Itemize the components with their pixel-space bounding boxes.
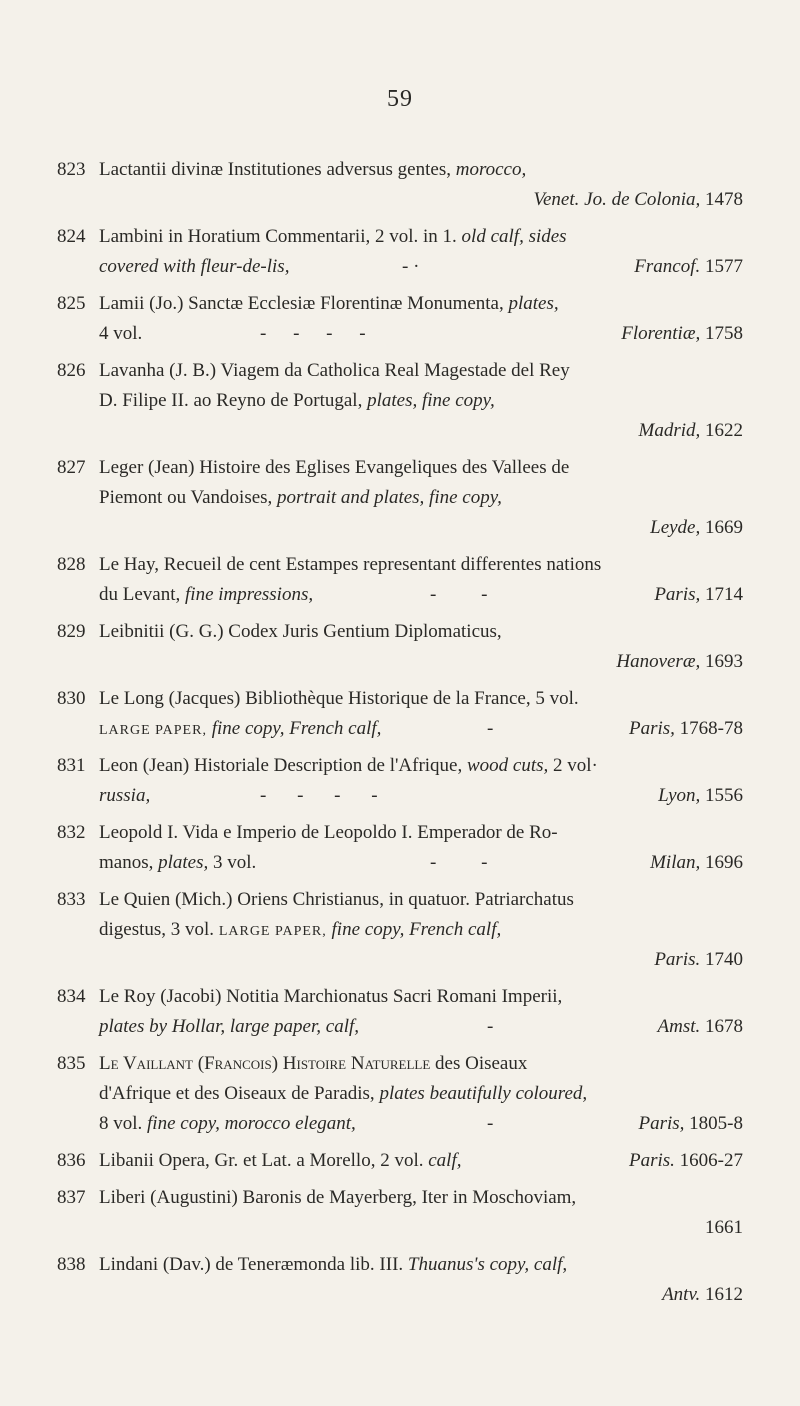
entry-description: fine copy, French calf,: [326, 919, 502, 940]
entry-number: 832: [57, 822, 86, 843]
entry-title: Le Roy (Jacobi) Notitia Marchionatus Sacri Romani Imperii,: [99, 986, 563, 1007]
entry-827: [0, 453, 800, 543]
entry-place: Paris,: [638, 1113, 685, 1134]
entry-year: 1758: [705, 323, 743, 344]
entry-dashes: - - - -: [260, 323, 366, 344]
entry-title-cont: d'Afrique et des Oiseaux de Paradis,: [99, 1083, 380, 1104]
entry-volumes: 8 vol.: [99, 1113, 148, 1134]
entry-place: Florentiæ,: [621, 323, 701, 344]
entry-number: 834: [57, 986, 86, 1007]
entry-title: Leon (Jean) Historiale Description de l'Afrique,: [99, 755, 467, 776]
entry-place: Paris,: [628, 718, 675, 739]
entry-dashes: - -: [430, 852, 488, 873]
entry-number: 831: [57, 755, 86, 776]
entry-837: [0, 1183, 800, 1243]
entry-place: Lyon,: [658, 785, 701, 806]
entry-title: Lactantii divinæ Institutiones adversus gentes,: [99, 159, 456, 180]
entry-volumes: 3 vol.: [208, 852, 257, 873]
entry-824: [0, 222, 800, 282]
entry-number: 827: [57, 457, 86, 478]
entry-number: 835: [57, 1053, 86, 1074]
entry-number: 836: [57, 1150, 86, 1171]
entry-year: 1768-78: [679, 718, 743, 739]
entry-title: Lindani (Dav.) de Teneræmonda lib. III.: [99, 1254, 408, 1275]
entry-title: Le Long (Jacques) Bibliothèque Historique de la France, 5 vol.: [99, 688, 579, 709]
entry-description: covered with fleur-de-lis,: [99, 256, 290, 277]
entry-illustrations: wood cuts,: [467, 755, 549, 776]
entry-831: [0, 751, 800, 811]
entry-dashes: - - - -: [260, 785, 378, 806]
entry-title: Libanii Opera, Gr. et Lat. a Morello, 2 vol.: [99, 1150, 429, 1171]
entry-826: [0, 356, 800, 446]
entry-834: [0, 982, 800, 1042]
entry-title: Leger (Jean) Histoire des Eglises Evangeliques des Vallees de: [99, 457, 570, 478]
entry-836: [0, 1146, 800, 1176]
entry-imprint: Madrid,: [638, 420, 701, 441]
entry-835: [0, 1049, 800, 1139]
entry-year: 1478: [700, 189, 743, 210]
entry-title-cont: Piemont ou Vandoises,: [99, 487, 278, 508]
entry-title-cont: manos,: [99, 852, 159, 873]
entry-description: plates,: [158, 852, 209, 873]
entry-dashes: -: [487, 1016, 494, 1037]
entry-title: Le Hay, Recueil de cent Estampes representant differentes nations: [99, 554, 602, 575]
page-number: 59: [387, 86, 413, 112]
entry-number: 824: [57, 226, 86, 247]
entry-title: Lavanha (J. B.) Viagem da Catholica Real Magestade del Rey: [99, 360, 570, 381]
entry-year: 1669: [700, 517, 743, 538]
entry-year: 1740: [700, 949, 743, 970]
entry-year: 1661: [705, 1217, 743, 1238]
entry-binding: plates,: [508, 293, 559, 314]
entry-title: Lamii (Jo.) Sanctæ Ecclesiæ Florentinæ Monumenta,: [99, 293, 509, 314]
entry-place: Paris,: [654, 584, 701, 605]
entry-838: [0, 1250, 800, 1310]
entry-binding: calf,: [428, 1150, 462, 1171]
entry-imprint: Antv.: [662, 1284, 701, 1305]
entry-number: 838: [57, 1254, 86, 1275]
entry-829: [0, 617, 800, 677]
entry-imprint: Leyde,: [650, 517, 701, 538]
entry-number: 828: [57, 554, 86, 575]
entry-year: 1805-8: [689, 1113, 743, 1134]
entry-place: Francof.: [634, 256, 701, 277]
entry-number: 825: [57, 293, 86, 314]
entry-paper: LARGE PAPER,: [218, 924, 327, 939]
entry-place: Amst.: [657, 1016, 701, 1037]
entry-binding: russia,: [99, 785, 151, 806]
entry-dashes: -: [487, 1113, 494, 1134]
entry-title: Leibnitii (G. G.) Codex Juris Gentium Diplomaticus,: [99, 621, 502, 642]
entry-place: Milan,: [650, 852, 701, 873]
entry-title: des Oiseaux: [430, 1053, 528, 1074]
entry-description: portrait and plates, fine copy,: [277, 487, 502, 508]
entry-description: plates, fine copy,: [367, 390, 495, 411]
entry-title-cont: du Levant,: [99, 584, 186, 605]
entry-title: Leopold I. Vida e Imperio de Leopoldo I. Emperador de Ro-: [99, 822, 558, 843]
entry-830: [0, 684, 800, 744]
entry-year: 1678: [705, 1016, 743, 1037]
entry-description: fine copy, French calf,: [206, 718, 382, 739]
entry-year: 1577: [705, 256, 743, 277]
entry-dashes: - -: [430, 584, 488, 605]
entry-volumes: 4 vol.: [99, 323, 143, 344]
entry-number: 837: [57, 1187, 86, 1208]
entry-833: [0, 885, 800, 975]
entry-825: [0, 289, 800, 349]
entry-number: 829: [57, 621, 86, 642]
entry-title-cont: D. Filipe II. ao Reyno de Portugal,: [99, 390, 368, 411]
entry-year: 1556: [705, 785, 743, 806]
entry-832: [0, 818, 800, 878]
entry-binding: old calf, sides: [461, 226, 567, 247]
entry-number: 830: [57, 688, 86, 709]
entry-number: 823: [57, 159, 86, 180]
entry-title: Liberi (Augustini) Baronis de Mayerberg, Iter in Moschoviam,: [99, 1187, 577, 1208]
entry-828: [0, 550, 800, 610]
entry-year: 1714: [705, 584, 743, 605]
entry-imprint: Hanoveræ,: [616, 651, 701, 672]
entry-binding: morocco,: [455, 159, 527, 180]
entry-description: plates by Hollar, large paper, calf,: [99, 1016, 359, 1037]
entry-title: Le Quien (Mich.) Oriens Christianus, in quatuor. Patriarchatus: [99, 889, 574, 910]
entry-imprint: Paris.: [654, 949, 701, 970]
entry-description: plates beautifully coloured,: [379, 1083, 588, 1104]
entry-year: 1606-27: [679, 1150, 743, 1171]
entry-year: 1612: [700, 1284, 743, 1305]
entry-year: 1622: [700, 420, 743, 441]
entry-dashes: - ·: [402, 256, 420, 277]
entry-year: 1696: [705, 852, 743, 873]
entry-author-title: Le Vaillant (Francois) Histoire Naturelle: [99, 1053, 431, 1074]
entry-volumes: 2 vol·: [548, 755, 598, 776]
entry-description: Thuanus's copy, calf,: [407, 1254, 568, 1275]
entry-binding: fine copy, morocco elegant,: [147, 1113, 356, 1134]
entry-imprint: Venet. Jo. de Colonia,: [533, 189, 701, 210]
entry-paper: LARGE PAPER,: [99, 723, 207, 738]
entry-dashes: -: [487, 718, 494, 739]
entry-title: Lambini in Horatium Commentarii, 2 vol. in 1.: [99, 226, 462, 247]
entry-year: 1693: [700, 651, 743, 672]
entry-number: 833: [57, 889, 86, 910]
entry-number: 826: [57, 360, 86, 381]
entry-description: fine impressions,: [185, 584, 314, 605]
entry-place: Paris.: [628, 1150, 675, 1171]
catalogue-entries: [0, 155, 800, 1317]
entry-title-cont: digestus, 3 vol.: [99, 919, 219, 940]
entry-823: [0, 155, 800, 215]
